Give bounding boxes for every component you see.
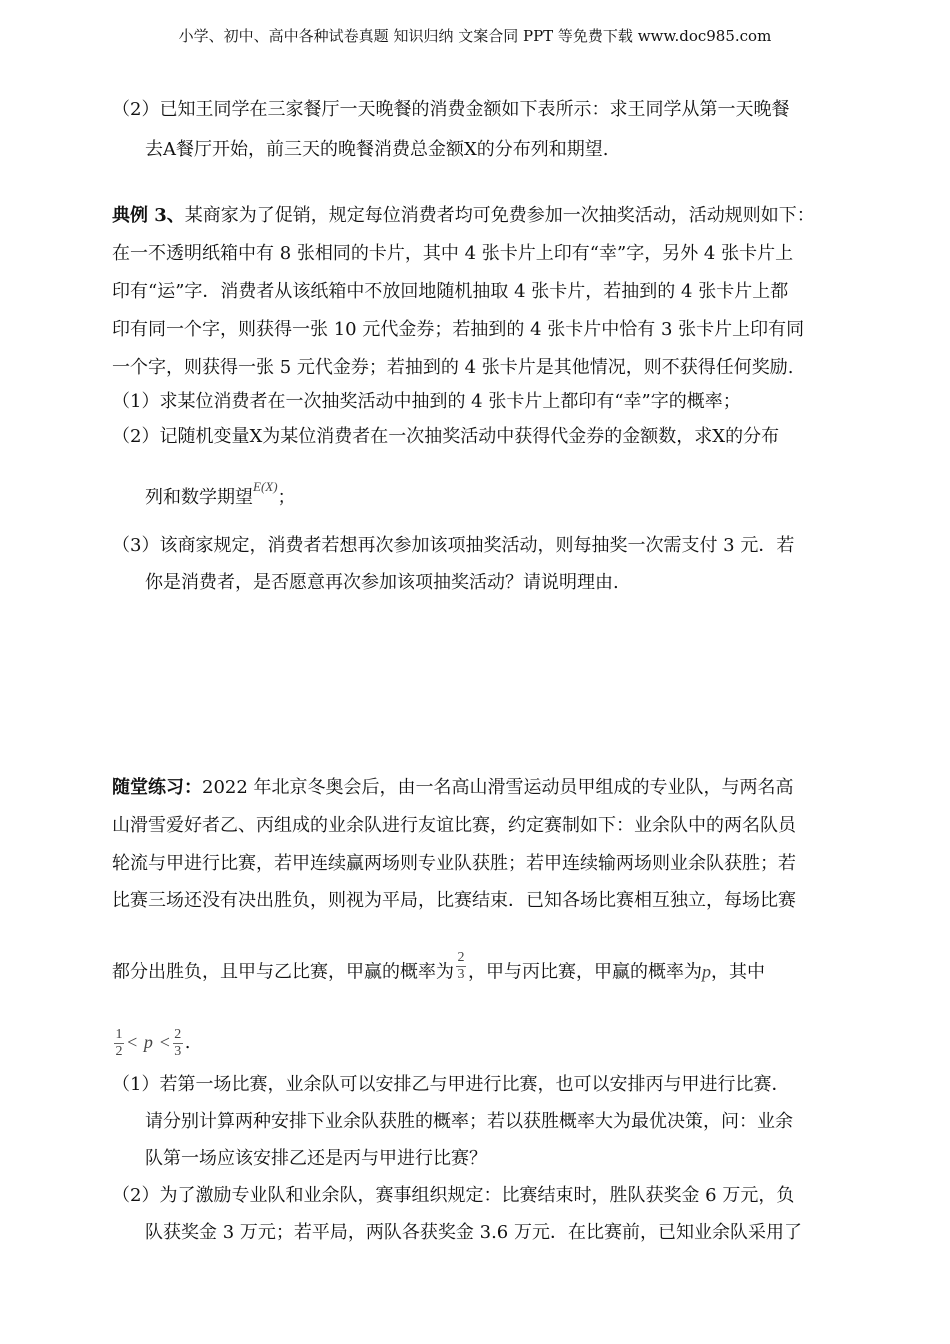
example3-line2: 在一不透明纸箱中有 8 张相同的卡片，其中 4 张卡片上印有“幸”字，另外 4 张卡片上	[112, 243, 794, 264]
inequality	[112, 1025, 191, 1060]
text: 列和数学期望	[145, 487, 253, 508]
text: ，其中	[711, 961, 765, 983]
example3-q2: （2）记随机变量X为某位消费者在一次抽奖活动中获得代金券的金额数，求X的分布	[112, 426, 780, 447]
math-p: p	[143, 1032, 153, 1052]
practice-label: 随堂练习：	[112, 777, 202, 798]
text: ；	[277, 487, 296, 508]
prev-q2-line2: 去A餐厅开始，前三天的晚餐消费总金额X的分布列和期望.	[145, 139, 609, 160]
numerator: 2	[457, 950, 465, 965]
example3-q3-line2: 你是消费者，是否愿意再次参加该项抽奖活动？请说明理由.	[145, 572, 619, 593]
example3-q3-line1: （3）该商家规定，消费者若想再次参加该项抽奖活动，则每抽奖一次需支付 3 元．若	[112, 535, 795, 556]
page-header: 小学、初中、高中各种试卷真题 知识归纳 文案合同 PPT 等免费下载 www.doc985.com	[178, 27, 772, 45]
fraction-two-thirds	[173, 1027, 183, 1060]
numerator: 1	[115, 1026, 123, 1042]
practice-q1-line3: 队第一场应该安排乙还是丙与甲进行比赛？	[145, 1148, 487, 1169]
expectation-math: E(X)	[253, 479, 278, 494]
denominator: 2	[115, 1043, 123, 1059]
example3-line4: 印有同一个字，则获得一张 10 元代金券；若抽到的 4 张卡片中恰有 3 张卡片上印有同	[112, 319, 805, 340]
denominator: 3	[457, 967, 465, 982]
practice-q2-line1: （2）为了激励专业队和业余队，赛事组织规定：比赛结束时，胜队获奖金 6 万元，负	[112, 1185, 795, 1206]
example3-line3: 印有“运”字．消费者从该纸箱中不放回地随机抽取 4 张卡片，若抽到的 4 张卡片上都	[112, 281, 789, 302]
example3-line5: 一个字，则获得一张 5 元代金券；若抽到的 4 张卡片是其他情况，则不获得任何奖励.	[112, 357, 794, 378]
period: .	[184, 1032, 191, 1053]
practice-line3: 轮流与甲进行比赛，若甲连续赢两场则专业队获胜；若甲连续输两场则业余队获胜；若	[112, 853, 796, 874]
practice-q1-line1: （1）若第一场比赛，业余队可以安排乙与甲进行比赛，也可以安排丙与甲进行比赛．	[112, 1074, 790, 1095]
text: 都分出胜负，且甲与乙比赛，甲赢的概率为	[112, 961, 454, 983]
prev-q2-line1: （2）已知王同学在三家餐厅一天晚餐的消费金额如下表所示：求王同学从第一天晚餐	[112, 99, 790, 120]
practice-line4: 比赛三场还没有决出胜负，则视为平局，比赛结束．已知各场比赛相互独立，每场比赛	[112, 890, 796, 911]
example3-q2-cont	[145, 479, 296, 510]
practice-q1-line2: 请分别计算两种安排下业余队获胜的概率；若以获胜概率大为最优决策，问：业余	[145, 1111, 793, 1132]
fraction-two-thirds	[456, 950, 466, 983]
practice-line5	[112, 950, 765, 989]
practice-q2-line2: 队获奖金 3 万元；若平局，两队各获奖金 3.6 万元．在比赛前，已知业余队采用了	[145, 1222, 802, 1243]
practice-line1	[112, 777, 794, 799]
text: 某商家为了促销，规定每位消费者均可免费参加一次抽奖活动，活动规则如下：	[184, 205, 815, 226]
practice-line2: 山滑雪爱好者乙、丙组成的业余队进行友谊比赛，约定赛制如下：业余队中的两名队员	[112, 815, 796, 836]
denominator: 3	[174, 1043, 182, 1059]
example3-label: 典例 3、	[112, 205, 185, 226]
example3-line1	[112, 205, 815, 227]
text: ，甲与丙比赛，甲赢的概率为	[468, 961, 702, 983]
text: 2022 年北京冬奥会后，由一名高山滑雪运动员甲组成的专业队，与两名高	[202, 777, 794, 798]
numerator: 2	[174, 1026, 182, 1042]
lt: <	[126, 1032, 139, 1052]
fraction-one-half	[114, 1027, 124, 1060]
example3-q1: （1）求某位消费者在一次抽奖活动中抽到的 4 张卡片上都印有“幸”字的概率；	[112, 391, 741, 412]
lt: <	[158, 1032, 171, 1052]
math-p: p	[702, 961, 711, 982]
